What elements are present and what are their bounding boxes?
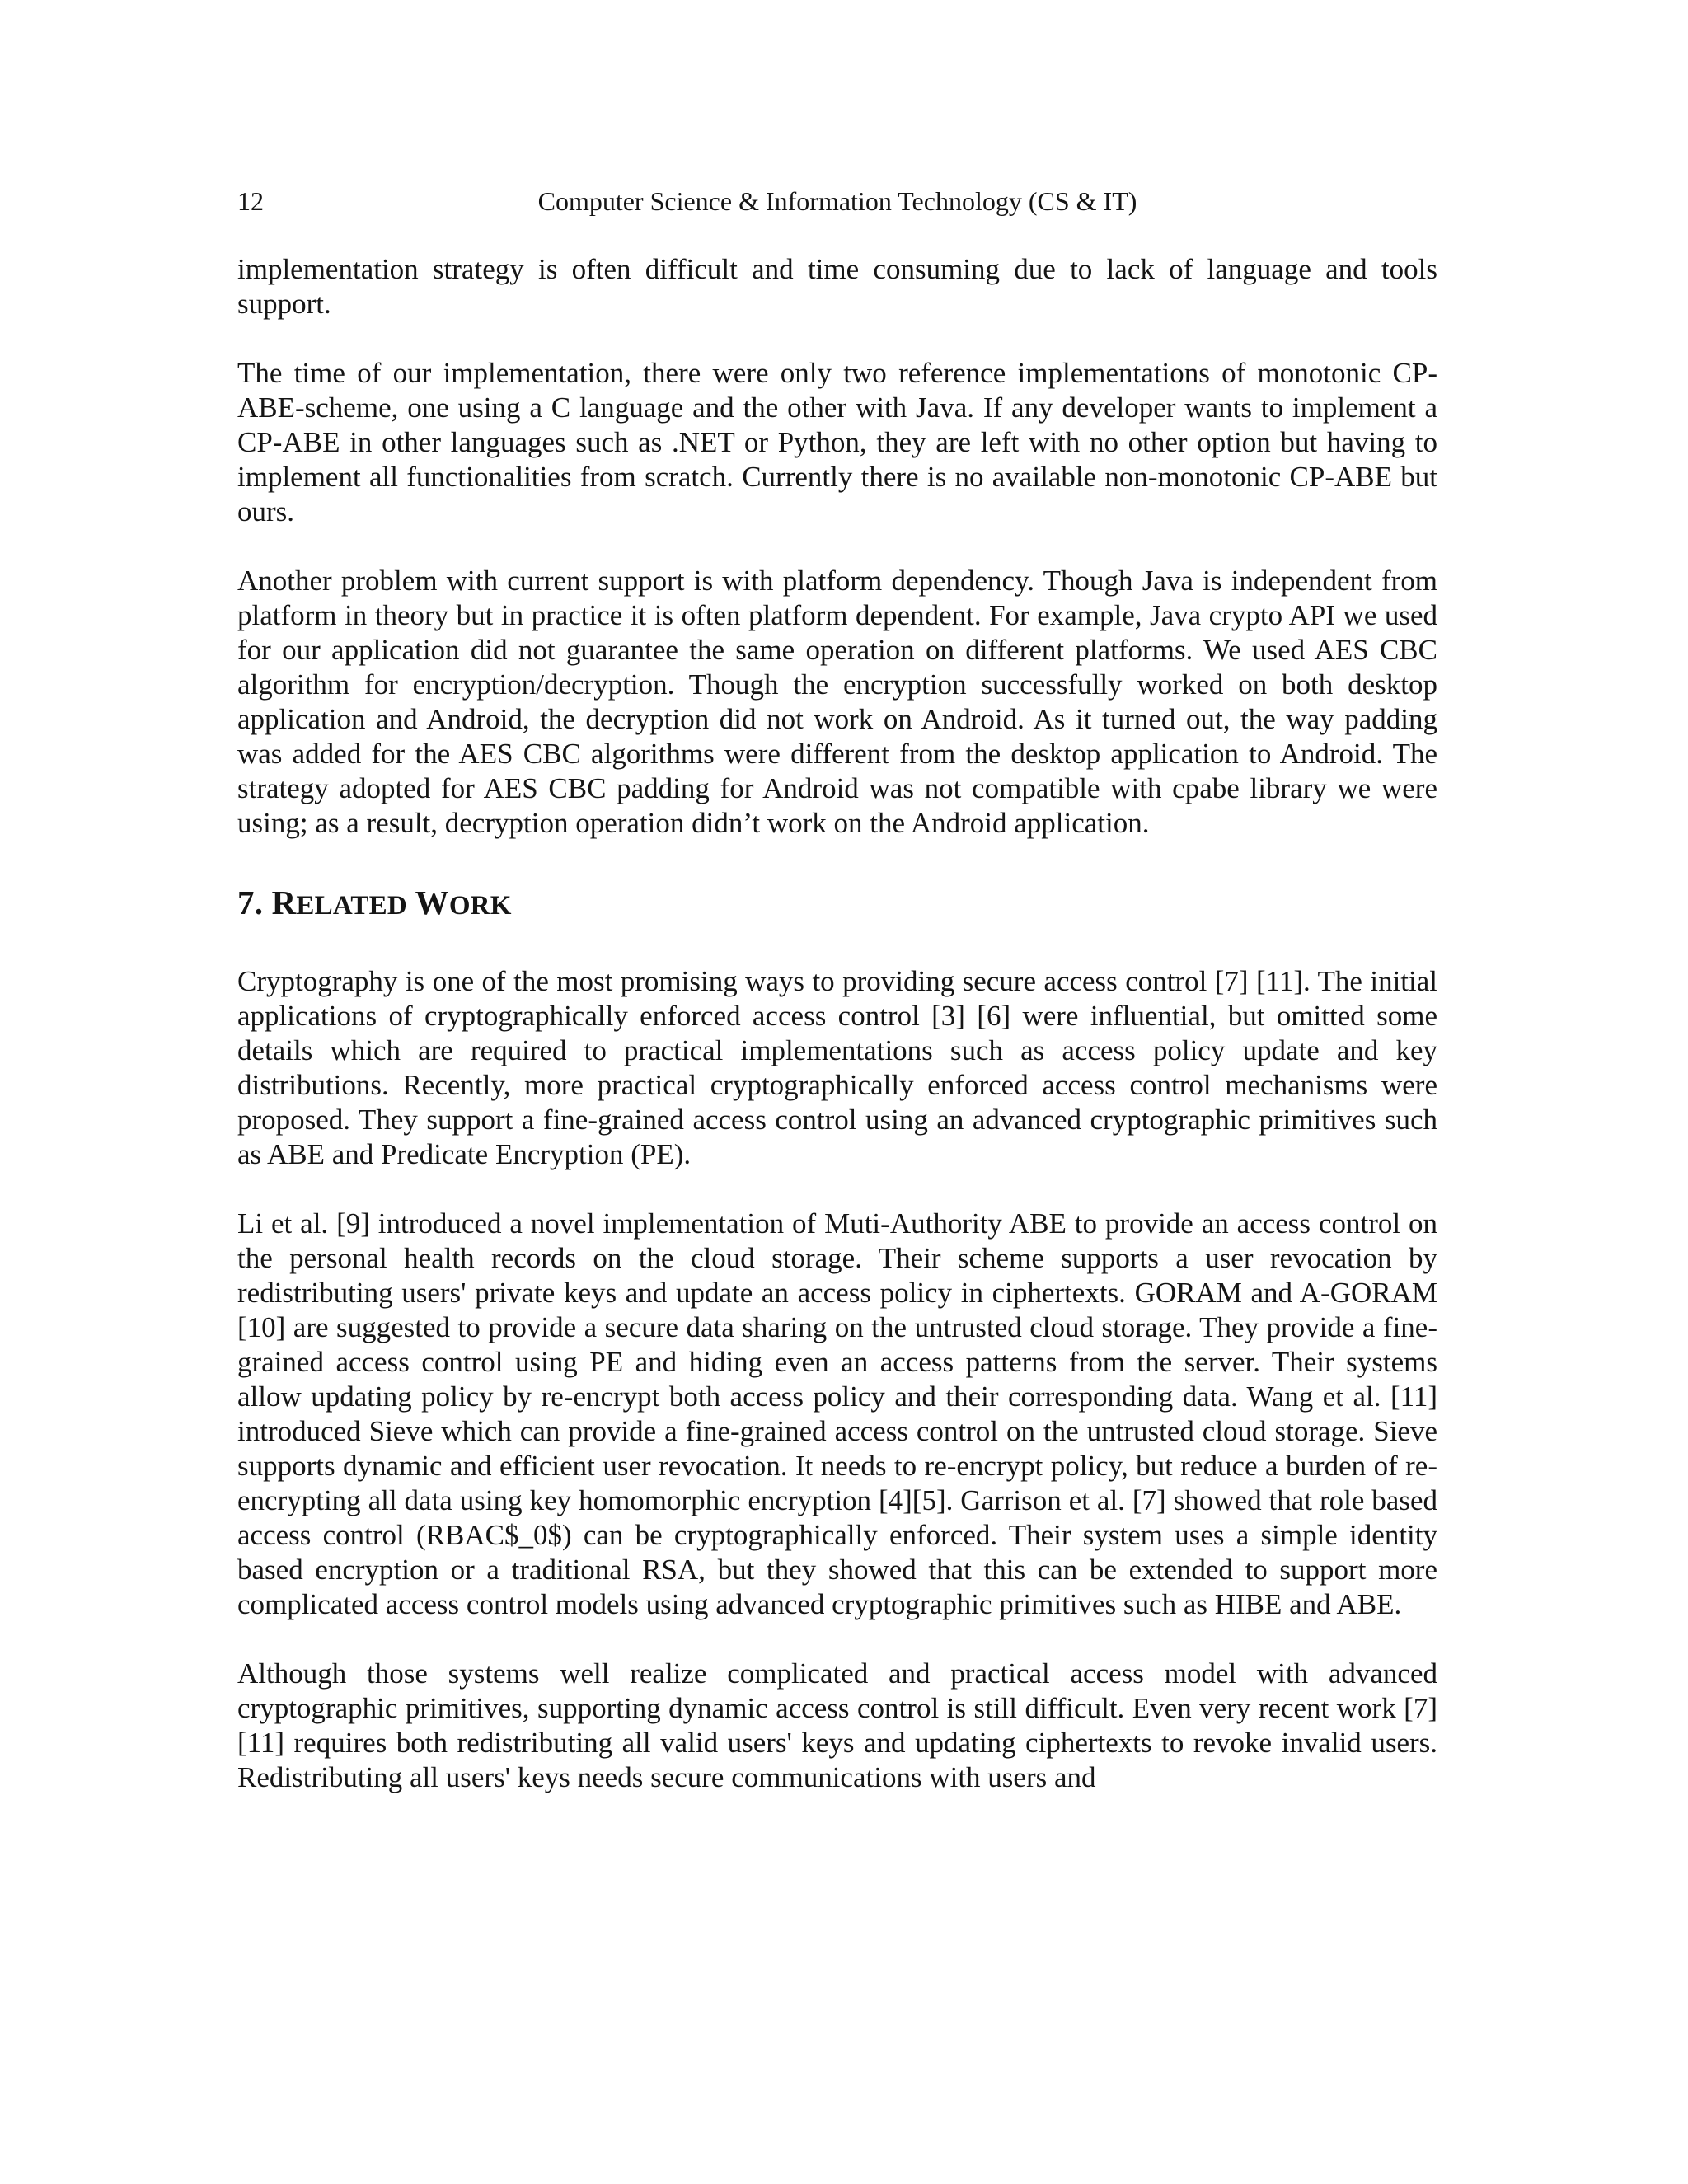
paragraph: implementation strategy is often difficult and time consuming due to lack of language and tools support.	[237, 253, 1437, 320]
paragraph: Although those systems well realize complicated and practical access model with advanced cryptographic primitives, supporting dynamic access control is still difficult. Even very recent work [7][11] requires both redistributing all valid users' keys and updating ciphertexts to revoke invalid users. Redistributing all users' keys needs secure communications with users and	[237, 1657, 1437, 1793]
paragraph: Li et al. [9] introduced a novel implementation of Muti-Authority ABE to provide an access control on the personal health records on the cloud storage. Their scheme supports a user revocation by redistributing users' private keys and update an access policy in ciphertexts. GORAM and A-GORAM [10] are suggested to provide a secure data sharing on the untrusted cloud storage. They provide a fine-grained access control using PE and hiding even an access patterns from the server. Their systems allow updating policy by re-encrypt both access policy and their corresponding data. Wang et al. [11] introduced Sieve which can provide a fine-grained access control on the untrusted cloud storage. Sieve supports dynamic and efficient user revocation. It needs to re-encrypt policy, but reduce a burden of re-encrypting all data using key homomorphic encryption [4][5]. Garrison et al. [7] showed that role based access control (RBAC$_0$) can be cryptographically enforced. Their system uses a simple identity based encryption or a traditional RSA, but they showed that this can be extended to support more complicated access control models using advanced cryptographic primitives such as HIBE and ABE.	[237, 1207, 1437, 1620]
section-number: 7.	[237, 883, 264, 921]
paragraph: Another problem with current support is with platform dependency. Though Java is independent from platform in theory but in practice it is often platform dependent. For example, Java crypto API we used for our application did not guarantee the same operation on different platforms. We used AES CBC algorithm for encryption/decryption. Though the encryption successfully worked on both desktop application and Android, the decryption did not work on Android. As it turned out, the way padding was added for the AES CBC algorithms were different from the desktop application to Android. The strategy adopted for AES CBC padding for Android was not compatible with cpabe library we were using; as a result, decryption operation didn’t work on the Android application.	[237, 565, 1437, 839]
section-heading: 7. RELATED WORK	[237, 883, 512, 921]
journal-title: Computer Science & Information Technology (CS & IT)	[537, 186, 1137, 216]
paragraph: Cryptography is one of the most promising ways to providing secure access control [7] [11]. The initial applications of cryptographically enforced access control [3] [6] were influential, but omitted some details which are required to practical implementations such as access policy update and key distributions. Recently, more practical cryptographically enforced access control mechanisms were proposed. They support a fine-grained access control using an advanced cryptographic primitives such as ABE and Predicate Encryption (PE).	[237, 965, 1437, 1170]
running-header	[237, 183, 1437, 219]
page-number: 12	[237, 186, 264, 216]
paragraph: The time of our implementation, there were only two reference implementations of monotonic CP-ABE-scheme, one using a C language and the other with Java. If any developer wants to implement a CP-ABE in other languages such as .NET or Python, they are left with no other option but having to implement all functionalities from scratch. Currently there is no available non-monotonic CP-ABE but ours.	[237, 357, 1437, 527]
document-page	[237, 183, 1437, 1795]
